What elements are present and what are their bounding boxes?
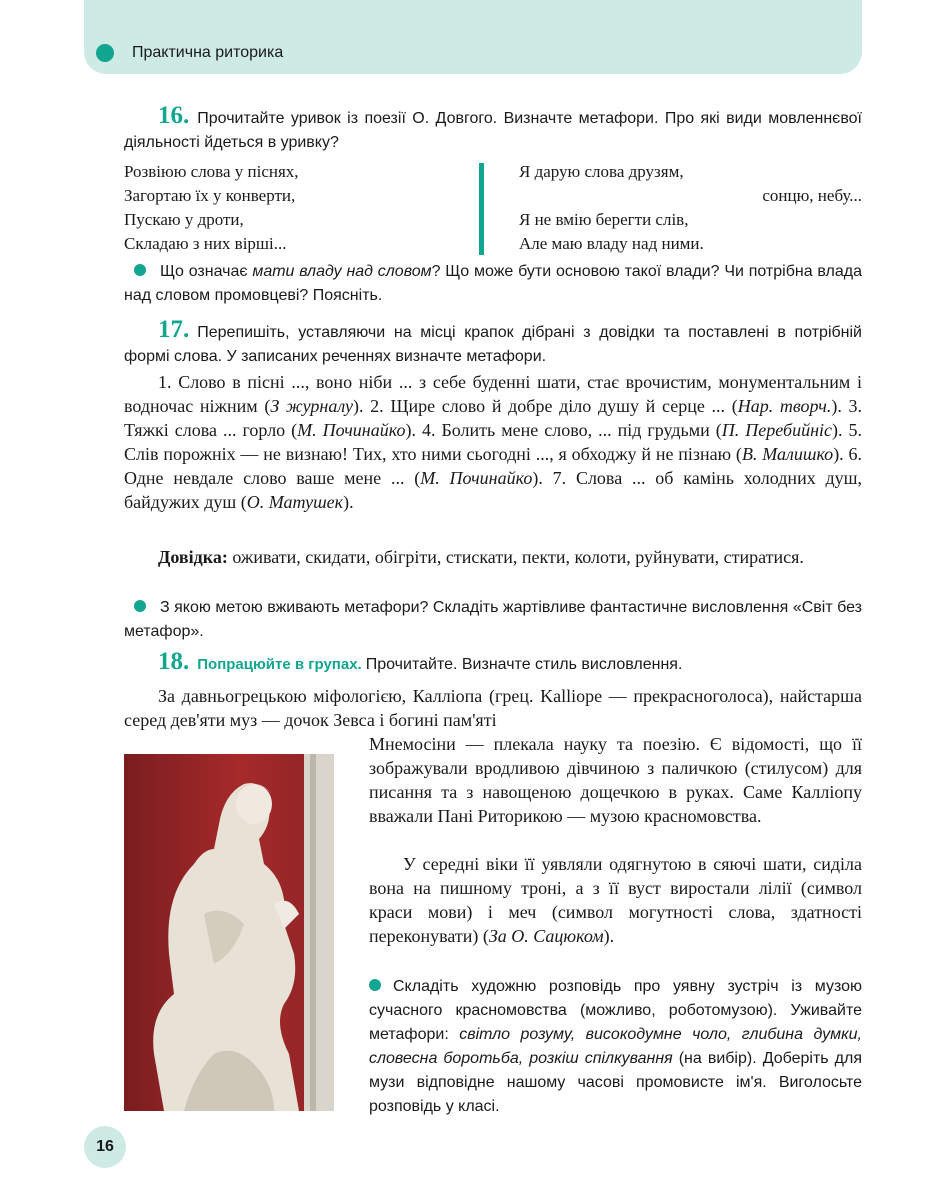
task-17-question: З якою метою вживають метафори? Складіть жартівливе фантастичне висловлення «Світ без метафор».	[124, 599, 862, 640]
source: П. Перебийніс	[721, 420, 832, 440]
poem-line: Розвіюю слова у піснях,	[124, 162, 299, 181]
reference-label: Довідка:	[158, 547, 228, 567]
task-18-paragraph-1-narrow: Мнемосіни — плекала науку та поезію. Є відомості, що її зображували вродливою дівчиною з паличкою (стилусом) для писання та з навощеною дощечкою в руках. Саме Калліопу вважали Пані Риторикою — музою красномовства.	[369, 734, 862, 826]
poem-line: Складаю з них вірші...	[124, 234, 287, 253]
task-18-paragraph-2: У середні віки її уявляли одягнутою в сяючі шати, сиділа вона на пишному троні, а з її вуст виростали лілії (символ краси мови) і меч (символ могутності слова, здатності переконувати) (За О. Сацюком).	[369, 854, 862, 946]
task-17-sentences: 1. Слово в пісні ..., воно ніби ... з себе буденні шати, стає врочистим, монументальним і водночас ніжним (З журналу). 2. Щире слово й добре діло душу й серце ... (Нар. творч.). 3. Тяжкі слова ... горло (М. Починайко). 4. Болить мене слово, ... під грудьми (П. Перебийніс). 5. Слів порожніх — не визнаю! Тих, хто ними сьогодні ..., я обходжу й не пізнаю (В. Малишко). 6. Одне невдале слово ваше мене ... (М. Починайко). 7. Слова ... об камінь холодних душ, байдужих душ (О. Матушек).	[124, 372, 863, 512]
statue-icon	[124, 754, 334, 1111]
header-dot-icon	[96, 44, 114, 62]
source: З журналу	[270, 396, 353, 416]
task-18-text: Прочитайте. Визначте стиль висловлення.	[365, 656, 683, 673]
poem-line: Загортаю їх у конверти,	[124, 186, 296, 205]
task-18-number: 18.	[158, 648, 190, 675]
page-number: 16	[96, 1138, 114, 1155]
source: В. Малишко	[741, 444, 834, 464]
source: Нар. творч.	[737, 396, 832, 416]
question-italic: мати владу над словом	[252, 263, 432, 280]
task-18-paragraph-1-wide: За давньогрецькою міфологією, Калліопа (грец. Kalliope — прекрасноголоса), найстарша серед дев'яти муз — дочок Зевса і богині пам'яті	[124, 686, 862, 730]
bullet-icon	[134, 600, 146, 612]
task-16-number: 16.	[158, 102, 190, 129]
poem-line: сонцю, небу...	[762, 186, 862, 205]
header-band	[84, 0, 862, 74]
source: За О. Сацюком	[488, 926, 604, 946]
task-16-text: Прочитайте уривок із поезії О. Довгого. Визначте метафори. Про які види мовленнєвої діяльності йдеться в уривку?	[124, 110, 862, 151]
task-18-heading	[124, 650, 862, 677]
task-17-text: Перепишіть, уставляючи на місці крапок дібрані з довідки та поставлені в потрібній формі слова. У записаних реченнях визначте метафори.	[124, 324, 862, 365]
source: М. Починайко	[420, 468, 533, 488]
question-italic: світло розуму, високодумне чоло, глибина думки, словесна боротьба, розкіш спілкування	[369, 1026, 862, 1067]
poem-line: Я не вмію берегти слів,	[519, 210, 689, 229]
task-17-heading	[124, 318, 862, 369]
poem-right-column	[519, 160, 862, 256]
reference-words: оживати, скидати, обігріти, стискати, пекти, колоти, руйнувати, стиратися.	[227, 547, 804, 567]
bullet-icon	[369, 979, 381, 991]
poem-line: Але маю владу над ними.	[519, 234, 704, 253]
poem-left-column	[124, 160, 464, 256]
source: О. Матушек	[246, 492, 344, 512]
section-title: Практична риторика	[132, 44, 284, 61]
task-16-question: Що означає мати владу над словом? Що може бути основою такої влади? Чи потрібна влада над словом промовцеві? Поясніть.	[124, 263, 863, 304]
source: М. Починайко	[297, 420, 406, 440]
poem-divider	[479, 163, 484, 255]
task-17-number: 17.	[158, 316, 190, 343]
task-16-heading	[124, 104, 862, 155]
poem-line: Пускаю у дроти,	[124, 210, 244, 229]
group-work-label: Попрацюйте в групах.	[197, 656, 362, 673]
bullet-icon	[134, 264, 146, 276]
calliope-statue-image	[124, 754, 334, 1111]
task-18-question: Складіть художню розповідь про уявну зустріч із музою сучасного красномовства (можливо, роботомузою). Уживайте метафори: світло розуму, високодумне чоло, глибина думки, словесна боротьба, розкіш спілкування (на вибір). Доберіть для музи відповідне нашому часові промовисте ім'я. Виголосьте розповідь у класі.	[369, 978, 862, 1115]
task-17-reference	[124, 545, 862, 569]
poem-line: Я дарую слова друзям,	[519, 162, 684, 181]
